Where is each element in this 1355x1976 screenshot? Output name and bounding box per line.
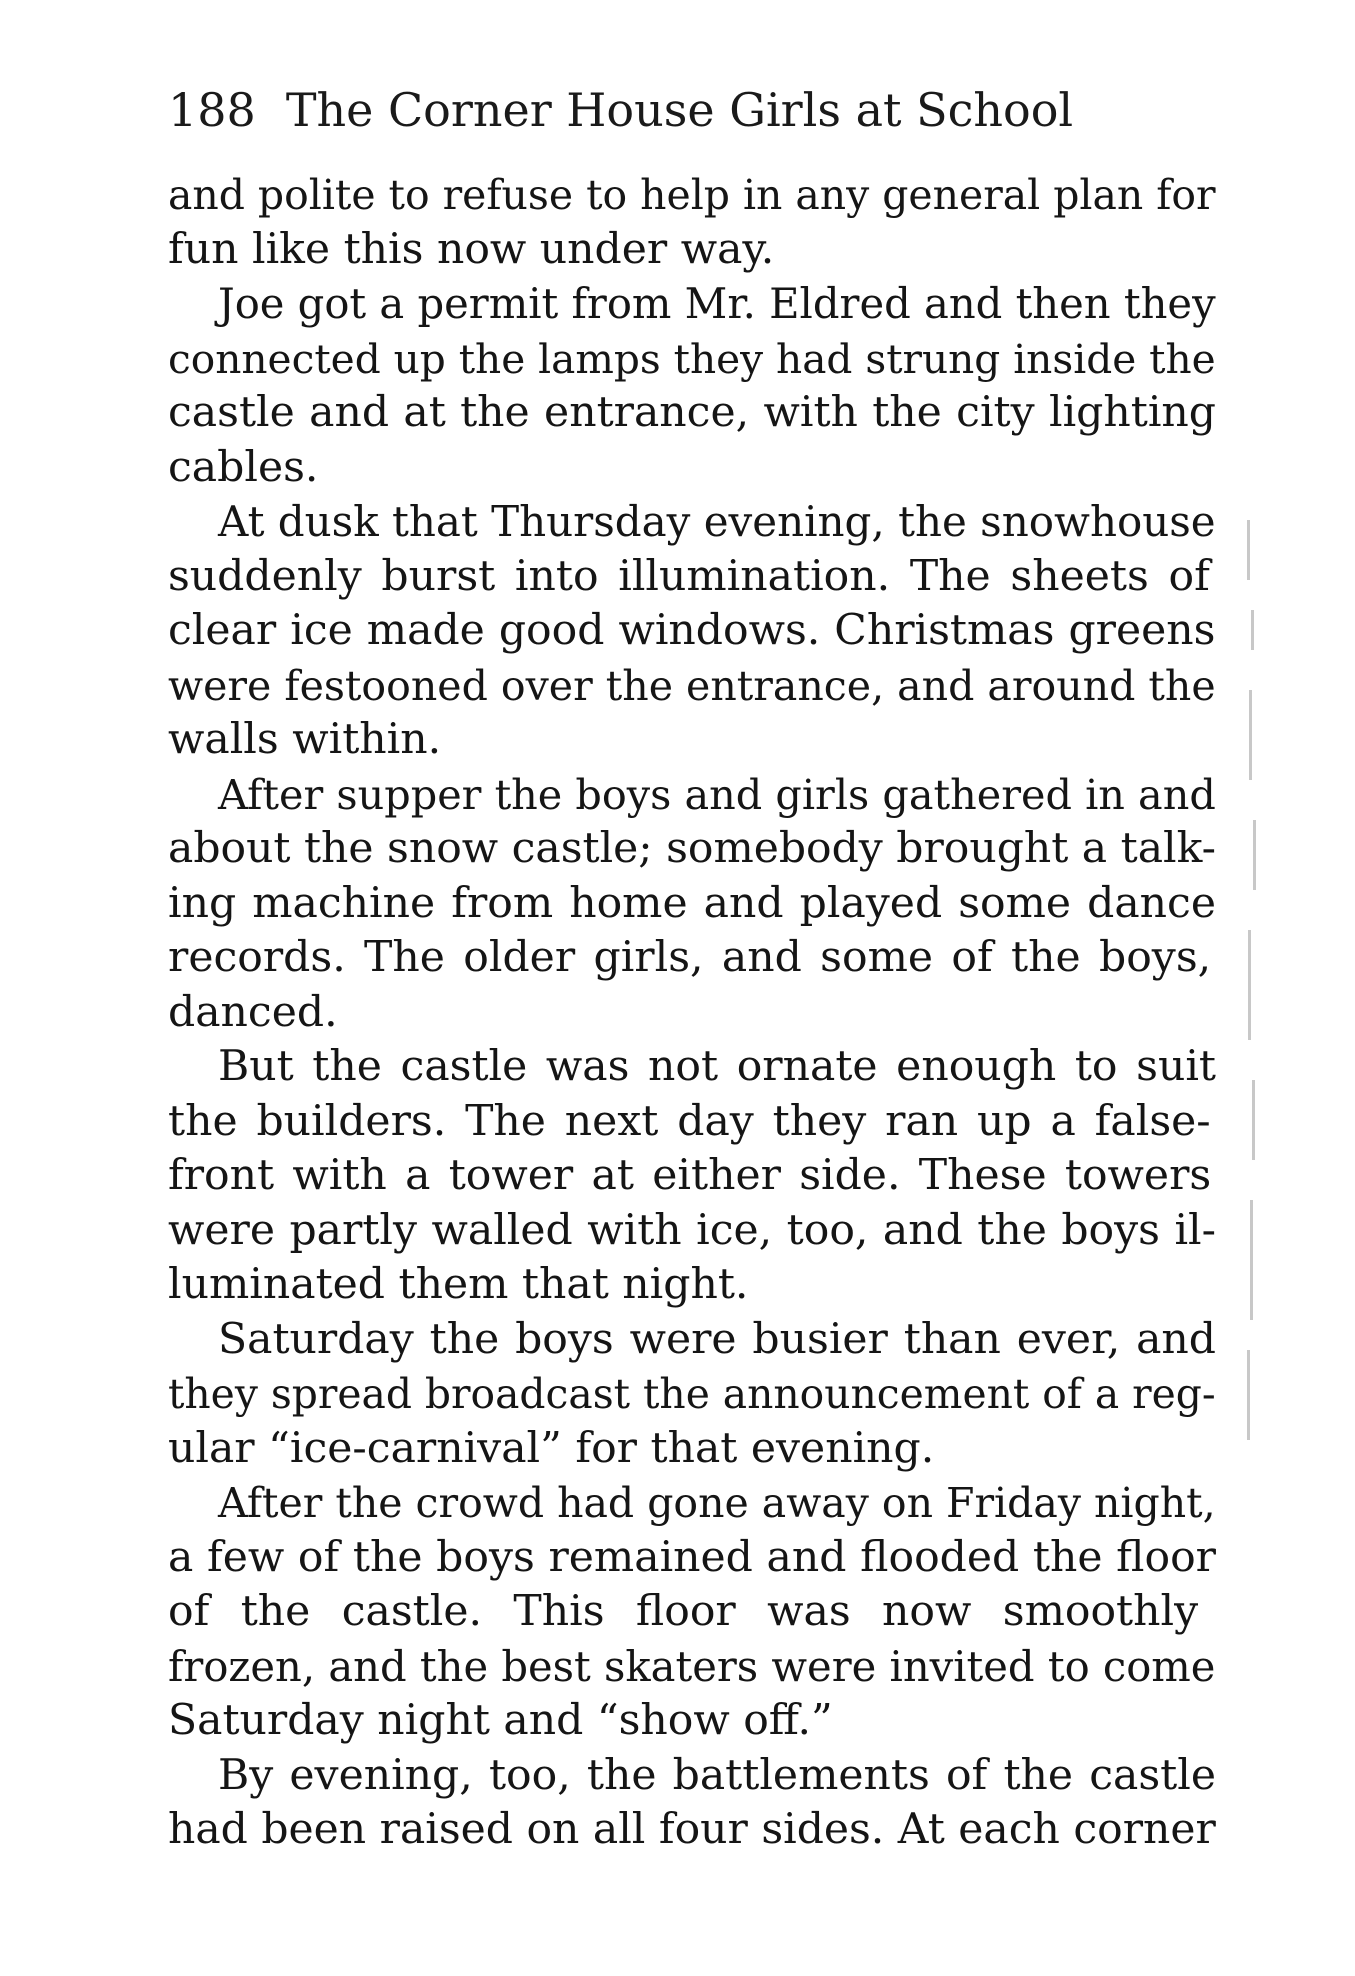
text-line: were festooned over the entrance, and around the: [168, 661, 1216, 710]
text-line: fun like this now under way.: [168, 224, 775, 274]
text-line: After the crowd had gone away on Friday night,: [218, 1479, 1216, 1527]
text-line: clear ice made good windows. Christmas greens: [168, 606, 1216, 655]
text-line: cables.: [168, 442, 319, 492]
text-line: Joe got a permit from Mr. Eldred and then they: [218, 279, 1216, 328]
text-line: front with a tower at either side. These towers: [168, 1151, 1212, 1200]
text-line: danced.: [168, 987, 338, 1037]
text-line: a few of the boys remained and flooded the floor: [168, 1532, 1216, 1582]
scan-gutter-shadow: [1245, 520, 1265, 1500]
text-line: Saturday the boys were busier than ever, and: [218, 1314, 1216, 1364]
text-line: and polite to refuse to help in any general plan for: [168, 171, 1216, 219]
running-header: [168, 80, 1128, 140]
body-text: [168, 168, 1216, 1858]
text-line: By evening, too, the battlements of the castle: [218, 1750, 1216, 1800]
text-line: the builders. The next day they ran up a false-: [168, 1096, 1211, 1146]
text-line: Saturday night and “show off.”: [168, 1696, 833, 1745]
text-line: had been raised on all four sides. At each corner: [168, 1805, 1216, 1854]
page-number: 188: [168, 83, 256, 137]
text-line: were partly walled with ice, too, and the boys il-: [168, 1205, 1216, 1255]
text-line: about the snow castle; somebody brought a talk-: [168, 824, 1216, 873]
text-line: At dusk that Thursday evening, the snowhouse: [218, 497, 1216, 546]
text-line: of the castle. This floor was now smoothly: [168, 1587, 1199, 1636]
text-line: records. The older girls, and some of the boys,: [168, 933, 1212, 982]
text-line: frozen, and the best skaters were invited to come: [168, 1641, 1216, 1691]
running-title: The Corner House Girls at School: [285, 83, 1074, 137]
text-line: connected up the lamps they had strung inside the: [168, 334, 1216, 383]
text-line: luminated them that night.: [168, 1260, 749, 1309]
text-line: After supper the boys and girls gathered in and: [218, 770, 1216, 819]
text-line: But the castle was not ornate enough to suit: [218, 1042, 1216, 1091]
text-line: ular “ice-carnival” for that evening.: [168, 1423, 935, 1473]
text-line: they spread broadcast the announcement of a reg-: [168, 1370, 1216, 1418]
text-line: walls within.: [168, 715, 442, 764]
text-line: ing machine from home and played some dance: [168, 878, 1216, 928]
text-line: suddenly burst into illumination. The sheets of: [168, 551, 1210, 601]
text-line: castle and at the entrance, with the city lighting: [168, 388, 1216, 437]
